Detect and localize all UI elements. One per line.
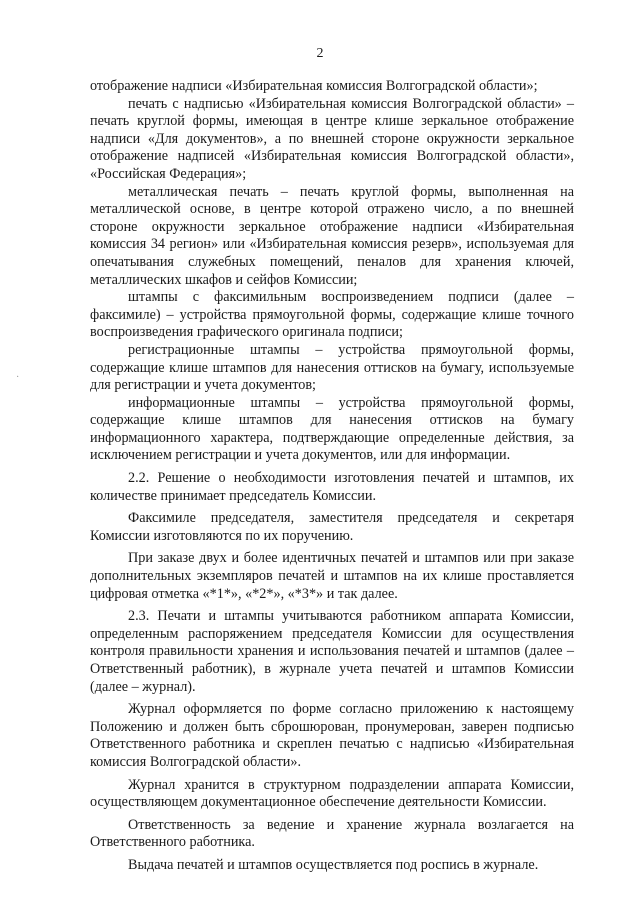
paragraph-facsimile-order: Факсимиле председателя, заместителя председателя и секретаря Комиссии изготовляются по их поручению.	[90, 510, 574, 544]
paragraph-journal-format: Журнал оформляется по форме согласно приложению к настоящему Положению и должен быть сброшюрован, пронумерован, заверен подписью Ответственного работника и скреплен печатью с надписью «Избирательная комиссия Волгоградской области».	[90, 701, 574, 770]
paragraph-journal-storage: Журнал хранится в структурном подразделении аппарата Комиссии, осуществляющем документационное обеспечение деятельности Комиссии.	[90, 776, 574, 811]
paragraph-facsimile-stamps: штампы с факсимильным воспроизведением подписи (далее – факсимиле) – устройства прямоугольной формы, содержащие клише точного воспроизведения графического оригинала подписи;	[90, 289, 574, 341]
paragraph-metal-seal: металлическая печать – печать круглой формы, выполненная на металлической основе, в центре которой отражено число, а по внешней стороне окружности зеркальное отображение надписи «Избирательная комиссия 34 регион» или «Избирательная комиссия резерв», используемая для опечатывания служебных помещений, пеналов для хранения ключей, металлических шкафов и сейфов Комиссии;	[90, 183, 574, 288]
paragraph-section-2-2: 2.2. Решение о необходимости изготовления печатей и штампов, их количестве принимает председатель Комиссии.	[90, 470, 574, 504]
paragraph-continuation: отображение надписи «Избирательная комиссия Волгоградской области»;	[90, 78, 538, 94]
paragraph-information-stamps: информационные штампы – устройства прямоугольной формы, содержащие клише штампов для нанесения оттисков на бумагу информационного характера, подтверждающие определенные действия, за исключением регистрации и учета документов, или для информации.	[90, 394, 574, 464]
margin-mark: ·	[16, 372, 20, 383]
paragraph-registration-stamps: регистрационные штампы – устройства прямоугольной формы, содержащие клише штампов для нанесения оттисков на бумагу, используемые для регистрации и учета документов;	[90, 341, 574, 394]
page-number: 2	[316, 46, 324, 61]
paragraph-issuance: Выдача печатей и штампов осуществляется под роспись в журнале.	[128, 856, 539, 873]
paragraph-seal-definition: печать с надписью «Избирательная комиссия Волгоградской области» – печать круглой формы, имеющая в центре клише зеркальное отображение надписи «Для документов», а по внешней стороне окружности зеркальное отображение надписей «Избирательная комиссия Волгоградской области», «Российская Федерация»;	[90, 95, 574, 182]
paragraph-responsibility: Ответственность за ведение и хранение журнала возлагается на Ответственного работника.	[90, 816, 574, 851]
paragraph-duplicate-marks: При заказе двух и более идентичных печатей и штампов или при заказе дополнительных экземпляров печатей и штампов на их клише проставляется цифровая отметка «*1*», «*2*», «*3*» и так далее.	[90, 550, 574, 602]
paragraph-section-2-3: 2.3. Печати и штампы учитываются работником аппарата Комиссии, определенным распоряжением председателя Комиссии для осуществления контроля правильности хранения и использования печатей и штампов (далее – Ответственный работник), в журнале учета печатей и штампов Комиссии (далее – журнал).	[90, 608, 574, 695]
document-body	[90, 78, 574, 875]
